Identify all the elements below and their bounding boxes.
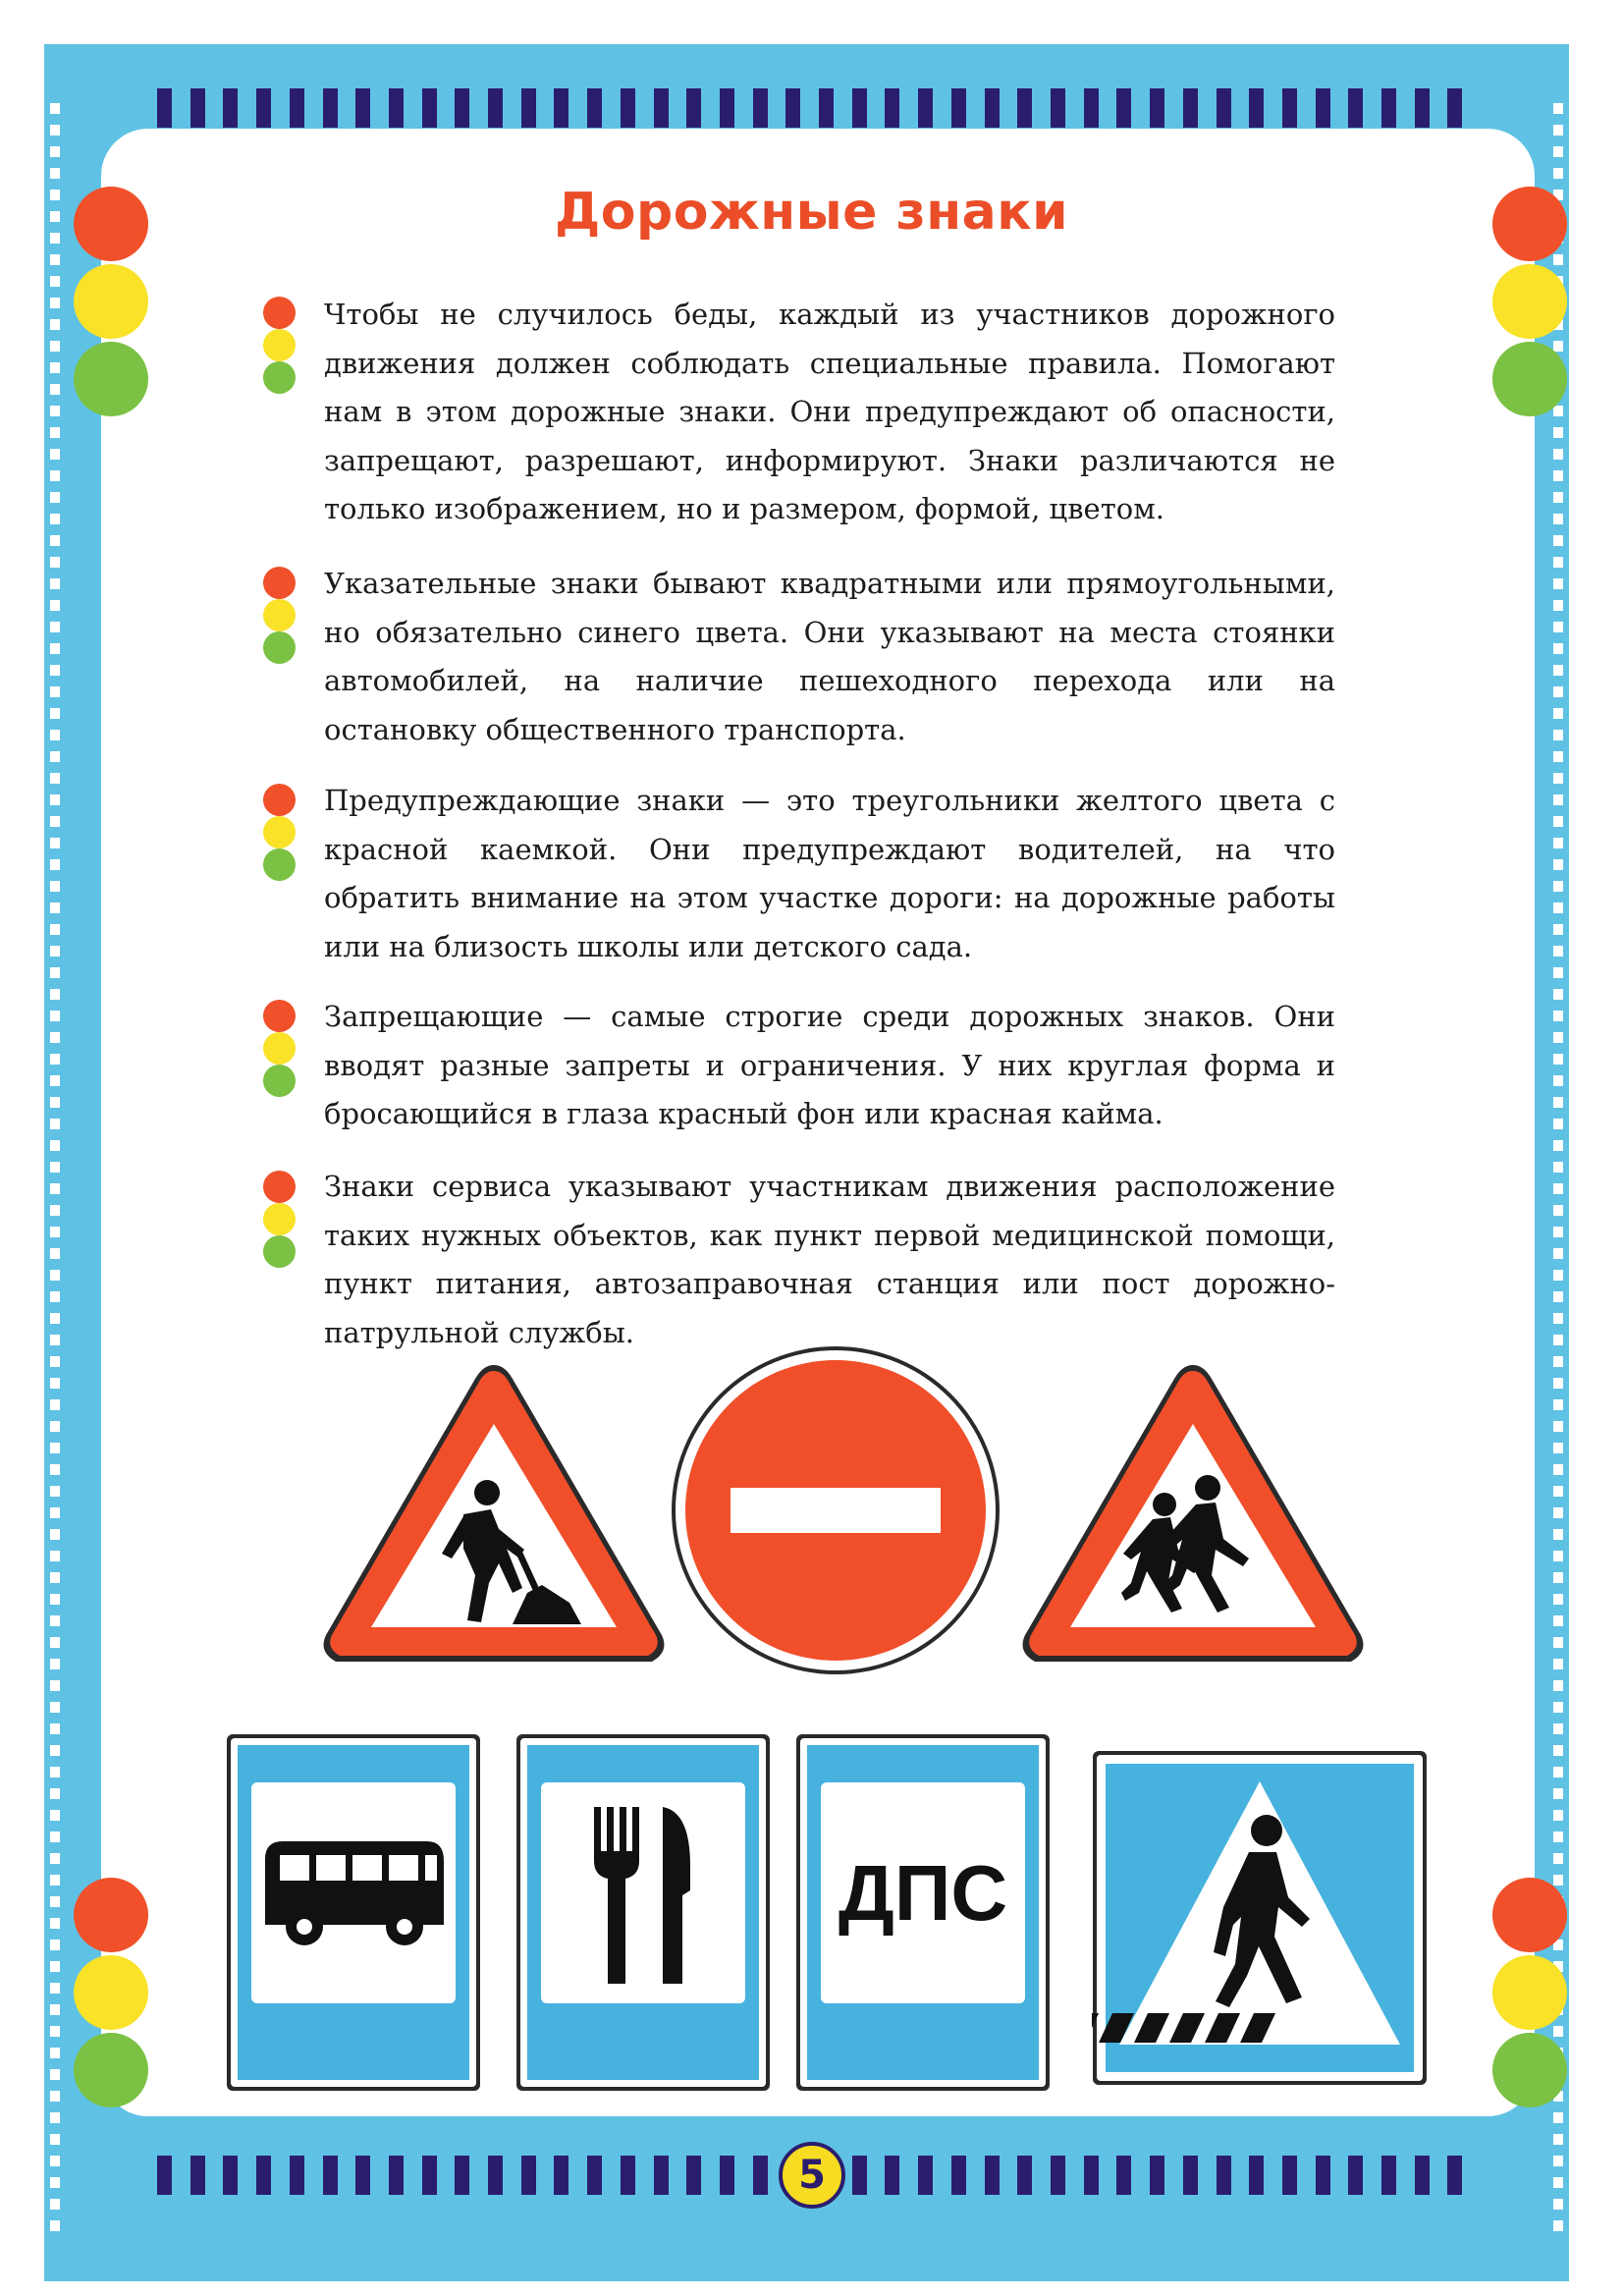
edge-mark bbox=[50, 1918, 60, 1929]
dash-mark bbox=[554, 2156, 568, 2195]
edge-mark bbox=[1553, 427, 1563, 438]
dash-mark bbox=[1415, 88, 1430, 128]
edge-mark bbox=[1553, 1594, 1563, 1605]
traffic-light-bullet bbox=[263, 297, 297, 394]
edge-mark bbox=[1553, 1227, 1563, 1237]
dash-mark bbox=[753, 88, 768, 128]
edge-mark bbox=[50, 2004, 60, 2015]
edge-mark bbox=[50, 276, 60, 287]
edge-mark bbox=[50, 1119, 60, 1129]
edge-mark bbox=[50, 578, 60, 589]
dash-mark bbox=[1249, 88, 1264, 128]
edge-mark bbox=[1553, 1551, 1563, 1561]
edge-mark bbox=[1553, 103, 1563, 114]
edge-mark bbox=[1553, 773, 1563, 784]
edge-mark bbox=[1553, 946, 1563, 957]
edge-mark bbox=[1553, 2134, 1563, 2145]
edge-mark bbox=[1553, 686, 1563, 697]
edge-mark bbox=[1553, 1853, 1563, 1864]
dash-mark bbox=[256, 88, 271, 128]
dash-mark bbox=[918, 2156, 933, 2195]
traffic-light-bullet bbox=[263, 1171, 297, 1268]
dash-mark bbox=[785, 88, 800, 128]
edge-mark bbox=[50, 665, 60, 676]
edge-mark bbox=[50, 470, 60, 481]
dash-mark bbox=[355, 88, 370, 128]
dash-mark bbox=[223, 2156, 238, 2195]
edge-mark bbox=[1553, 1270, 1563, 1281]
edge-mark bbox=[1553, 1335, 1563, 1345]
dash-mark bbox=[488, 88, 503, 128]
dash-mark bbox=[290, 2156, 304, 2195]
edge-mark bbox=[1553, 535, 1563, 546]
edge-mark bbox=[1553, 1810, 1563, 1821]
dash-mark bbox=[256, 2156, 271, 2195]
edge-mark bbox=[1553, 168, 1563, 179]
traffic-light-bottom-left bbox=[74, 1878, 168, 2110]
edge-mark bbox=[1553, 2112, 1563, 2123]
dash-mark bbox=[1316, 88, 1330, 128]
edge-mark bbox=[50, 2220, 60, 2231]
edge-mark bbox=[50, 1054, 60, 1065]
edge-mark bbox=[50, 600, 60, 611]
edge-mark bbox=[50, 1680, 60, 1691]
paragraph-intro: Чтобы не случилось беды, каждый из участников дорожного движения должен соблюдать специальные правила. Помогают нам в этом дорожные знаки. Они предупреждают об опасности, запрещают, разрешают, информируют. Знаки различаются не только изображением, но и размером, формой, цветом. bbox=[324, 298, 1335, 525]
edge-mark bbox=[50, 989, 60, 1000]
dash-mark bbox=[1217, 2156, 1231, 2195]
dash-mark bbox=[1116, 2156, 1131, 2195]
page-title: Дорожные знаки bbox=[554, 183, 1068, 242]
paragraph-information-signs: Указательные знаки бывают квадратными или прямоугольными, но обязательно синего цвета. Они указывают на места стоянки автомобилей, на наличие пешеходного перехода или на остановку общественного транспорта. bbox=[324, 567, 1335, 746]
edge-mark bbox=[50, 643, 60, 654]
pedestrian-crossing-sign bbox=[1092, 1750, 1428, 2086]
dash-mark bbox=[654, 88, 669, 128]
edge-mark bbox=[50, 773, 60, 784]
edge-mark bbox=[50, 1551, 60, 1561]
edge-mark bbox=[1553, 1205, 1563, 1216]
dash-mark bbox=[157, 88, 172, 128]
edge-mark bbox=[1553, 2199, 1563, 2210]
dash-mark bbox=[587, 88, 602, 128]
edge-mark bbox=[50, 1248, 60, 1259]
dash-mark bbox=[323, 2156, 338, 2195]
edge-mark bbox=[50, 1486, 60, 1497]
edge-mark bbox=[1553, 1486, 1563, 1497]
edge-mark bbox=[50, 708, 60, 719]
dash-mark bbox=[554, 88, 568, 128]
edge-mark bbox=[50, 1723, 60, 1734]
dash-mark bbox=[1051, 88, 1065, 128]
dash-mark bbox=[1282, 2156, 1297, 2195]
left-edge-pattern bbox=[44, 44, 64, 2281]
no-entry-sign bbox=[670, 1344, 1001, 1676]
dash-mark bbox=[290, 88, 304, 128]
edge-mark bbox=[50, 535, 60, 546]
dash-mark bbox=[521, 2156, 536, 2195]
page-number: 5 bbox=[779, 2142, 845, 2209]
traffic-light-bullet bbox=[263, 567, 297, 664]
edge-mark bbox=[1553, 1032, 1563, 1043]
dash-mark bbox=[190, 88, 205, 128]
edge-mark bbox=[50, 1227, 60, 1237]
traffic-light-bullet bbox=[263, 1000, 297, 1097]
edge-mark bbox=[1553, 2156, 1563, 2166]
dash-mark bbox=[455, 88, 469, 128]
edge-mark bbox=[50, 125, 60, 136]
edge-mark bbox=[50, 1183, 60, 1194]
edge-mark bbox=[50, 1702, 60, 1713]
edge-mark bbox=[50, 946, 60, 957]
dash-mark bbox=[422, 88, 437, 128]
edge-mark bbox=[1553, 1011, 1563, 1021]
edge-mark bbox=[1553, 578, 1563, 589]
edge-mark bbox=[50, 319, 60, 330]
edge-mark bbox=[1553, 2220, 1563, 2231]
edge-mark bbox=[1553, 1767, 1563, 1777]
dash-mark bbox=[1447, 2156, 1462, 2195]
dash-mark bbox=[1084, 88, 1099, 128]
edge-mark bbox=[50, 1875, 60, 1886]
edge-mark bbox=[1553, 1572, 1563, 1583]
edge-mark bbox=[50, 1767, 60, 1777]
dash-mark bbox=[985, 88, 1000, 128]
traffic-light-bottom-right bbox=[1492, 1878, 1587, 2110]
edge-mark bbox=[1553, 1378, 1563, 1389]
edge-mark bbox=[1553, 1529, 1563, 1540]
edge-mark bbox=[50, 103, 60, 114]
dash-mark bbox=[1447, 88, 1462, 128]
edge-mark bbox=[1553, 1313, 1563, 1324]
no-entry-icon bbox=[730, 1488, 941, 1533]
edge-mark bbox=[50, 427, 60, 438]
dash-mark bbox=[521, 88, 536, 128]
edge-mark bbox=[50, 1831, 60, 1842]
edge-mark bbox=[50, 1788, 60, 1799]
dash-mark bbox=[885, 88, 899, 128]
edge-mark bbox=[50, 254, 60, 265]
dash-mark bbox=[1017, 2156, 1032, 2195]
edge-mark bbox=[50, 557, 60, 568]
edge-mark bbox=[50, 1464, 60, 1475]
edge-mark bbox=[1553, 1615, 1563, 1626]
edge-mark bbox=[50, 2048, 60, 2058]
children-crossing-sign bbox=[1015, 1357, 1371, 1669]
edge-mark bbox=[50, 146, 60, 157]
edge-mark bbox=[50, 2134, 60, 2145]
edge-mark bbox=[1553, 600, 1563, 611]
dash-mark bbox=[1150, 88, 1164, 128]
traffic-light-bullet bbox=[263, 784, 297, 881]
edge-mark bbox=[1553, 1054, 1563, 1065]
edge-mark bbox=[50, 1940, 60, 1950]
edge-mark bbox=[50, 622, 60, 632]
edge-mark bbox=[50, 1097, 60, 1108]
road-works-sign bbox=[316, 1357, 672, 1669]
edge-mark bbox=[50, 1983, 60, 1994]
edge-mark bbox=[50, 384, 60, 395]
edge-mark bbox=[1553, 1291, 1563, 1302]
bus-stop-sign bbox=[226, 1733, 481, 2092]
edge-mark bbox=[1553, 1140, 1563, 1151]
edge-mark bbox=[1553, 125, 1563, 136]
dash-mark bbox=[686, 88, 701, 128]
dash-mark bbox=[720, 88, 734, 128]
edge-mark bbox=[50, 1529, 60, 1540]
dash-mark bbox=[422, 2156, 437, 2195]
edge-mark bbox=[50, 1853, 60, 1864]
edge-mark bbox=[50, 1032, 60, 1043]
edge-mark bbox=[1553, 1097, 1563, 1108]
edge-mark bbox=[50, 1745, 60, 1756]
edge-mark bbox=[50, 168, 60, 179]
edge-mark bbox=[50, 2177, 60, 2188]
dash-mark bbox=[686, 2156, 701, 2195]
edge-mark bbox=[1553, 989, 1563, 1000]
edge-mark bbox=[1553, 1831, 1563, 1842]
edge-mark bbox=[1553, 794, 1563, 805]
dash-mark bbox=[455, 2156, 469, 2195]
dash-mark bbox=[1183, 88, 1198, 128]
edge-mark bbox=[1553, 622, 1563, 632]
dash-mark bbox=[157, 2156, 172, 2195]
edge-mark bbox=[1553, 751, 1563, 762]
edge-mark bbox=[50, 924, 60, 935]
edge-mark bbox=[1553, 1248, 1563, 1259]
edge-mark bbox=[50, 1443, 60, 1453]
edge-mark bbox=[50, 1205, 60, 1216]
dash-mark bbox=[951, 88, 966, 128]
dps-label: ДПС bbox=[838, 1849, 1008, 1937]
edge-mark bbox=[1553, 816, 1563, 827]
dash-mark bbox=[389, 2156, 404, 2195]
dash-mark bbox=[621, 88, 635, 128]
edge-mark bbox=[50, 751, 60, 762]
edge-mark bbox=[1553, 1443, 1563, 1453]
edge-mark bbox=[1553, 1421, 1563, 1432]
edge-mark bbox=[50, 1810, 60, 1821]
dash-mark bbox=[1348, 88, 1363, 128]
edge-mark bbox=[50, 1270, 60, 1281]
dash-mark bbox=[951, 2156, 966, 2195]
edge-mark bbox=[50, 1421, 60, 1432]
edge-mark bbox=[1553, 902, 1563, 913]
edge-mark bbox=[1553, 708, 1563, 719]
edge-mark bbox=[1553, 1788, 1563, 1799]
edge-mark bbox=[1553, 730, 1563, 740]
dash-mark bbox=[918, 88, 933, 128]
edge-mark bbox=[50, 1507, 60, 1518]
edge-mark bbox=[50, 1378, 60, 1389]
edge-mark bbox=[50, 816, 60, 827]
dps-post-sign bbox=[795, 1733, 1051, 2092]
edge-mark bbox=[1553, 1745, 1563, 1756]
edge-mark bbox=[50, 2069, 60, 2080]
dash-mark bbox=[1348, 2156, 1363, 2195]
dash-mark bbox=[1183, 2156, 1198, 2195]
dash-mark bbox=[1217, 88, 1231, 128]
edge-mark bbox=[50, 2112, 60, 2123]
edge-mark bbox=[1553, 881, 1563, 892]
edge-mark bbox=[50, 2199, 60, 2210]
edge-mark bbox=[50, 406, 60, 416]
edge-mark bbox=[50, 794, 60, 805]
dash-mark bbox=[1316, 2156, 1330, 2195]
edge-mark bbox=[50, 1961, 60, 1972]
edge-mark bbox=[50, 1291, 60, 1302]
dash-mark bbox=[654, 2156, 669, 2195]
edge-mark bbox=[50, 362, 60, 373]
edge-mark bbox=[1553, 146, 1563, 157]
edge-mark bbox=[50, 1572, 60, 1583]
edge-mark bbox=[1553, 557, 1563, 568]
dash-mark bbox=[985, 2156, 1000, 2195]
edge-mark bbox=[50, 1399, 60, 1410]
edge-mark bbox=[1553, 1399, 1563, 1410]
dash-mark bbox=[1381, 88, 1396, 128]
dash-mark bbox=[488, 2156, 503, 2195]
dash-mark bbox=[1017, 88, 1032, 128]
edge-mark bbox=[50, 1011, 60, 1021]
edge-mark bbox=[1553, 859, 1563, 870]
edge-mark bbox=[50, 492, 60, 503]
edge-mark bbox=[1553, 1702, 1563, 1713]
edge-mark bbox=[1553, 470, 1563, 481]
edge-mark bbox=[50, 838, 60, 848]
edge-mark bbox=[50, 1313, 60, 1324]
dash-mark bbox=[190, 2156, 205, 2195]
food-point-sign bbox=[515, 1733, 771, 2092]
edge-mark bbox=[50, 1594, 60, 1605]
edge-mark bbox=[1553, 1659, 1563, 1669]
edge-mark bbox=[50, 1615, 60, 1626]
edge-mark bbox=[50, 1162, 60, 1173]
edge-mark bbox=[50, 1075, 60, 1086]
edge-mark bbox=[1553, 838, 1563, 848]
dash-mark bbox=[1084, 2156, 1099, 2195]
edge-mark bbox=[1553, 1356, 1563, 1367]
edge-mark bbox=[50, 1637, 60, 1648]
dash-mark bbox=[1116, 88, 1131, 128]
edge-mark bbox=[1553, 1637, 1563, 1648]
edge-mark bbox=[1553, 1464, 1563, 1475]
edge-mark bbox=[50, 902, 60, 913]
edge-mark bbox=[50, 730, 60, 740]
edge-mark bbox=[50, 1335, 60, 1345]
dash-mark bbox=[1415, 2156, 1430, 2195]
edge-mark bbox=[50, 449, 60, 460]
edge-mark bbox=[50, 1659, 60, 1669]
dash-mark bbox=[852, 88, 867, 128]
edge-mark bbox=[1553, 1507, 1563, 1518]
dash-mark bbox=[885, 2156, 899, 2195]
paragraph-prohibition-signs: Запрещающие — самые строгие среди дорожных знаков. Они вводят разные запреты и ограничения. У них круглая форма и бросающийся в глаза красный фон или красная кайма. bbox=[324, 1000, 1335, 1130]
edge-mark bbox=[50, 2156, 60, 2166]
dash-mark bbox=[1051, 2156, 1065, 2195]
edge-mark bbox=[1553, 449, 1563, 460]
dash-mark bbox=[389, 88, 404, 128]
edge-mark bbox=[1553, 514, 1563, 524]
edge-mark bbox=[1553, 665, 1563, 676]
dash-mark bbox=[852, 2156, 867, 2195]
edge-mark bbox=[1553, 967, 1563, 978]
edge-mark bbox=[1553, 2177, 1563, 2188]
dash-mark bbox=[1282, 88, 1297, 128]
edge-mark bbox=[50, 967, 60, 978]
dash-mark bbox=[753, 2156, 768, 2195]
edge-mark bbox=[1553, 924, 1563, 935]
edge-mark bbox=[50, 1896, 60, 1907]
edge-mark bbox=[1553, 1075, 1563, 1086]
edge-mark bbox=[50, 881, 60, 892]
dash-mark bbox=[223, 88, 238, 128]
dash-mark bbox=[819, 88, 834, 128]
edge-mark bbox=[1553, 1183, 1563, 1194]
dash-mark bbox=[1150, 2156, 1164, 2195]
edge-mark bbox=[50, 2091, 60, 2102]
edge-mark bbox=[50, 686, 60, 697]
edge-mark bbox=[50, 1356, 60, 1367]
dash-mark bbox=[1381, 2156, 1396, 2195]
dash-mark bbox=[720, 2156, 734, 2195]
dash-mark bbox=[323, 88, 338, 128]
edge-mark bbox=[1553, 1680, 1563, 1691]
edge-mark bbox=[50, 298, 60, 308]
edge-mark bbox=[1553, 1723, 1563, 1734]
paragraph-warning-signs: Предупреждающие знаки — это треугольники желтого цвета с красной каемкой. Они предупреждают водителей, на что обратить внимание на этом участке дороги: на дорожные работы или на близость школы или детского сада. bbox=[324, 784, 1335, 963]
dash-mark bbox=[1249, 2156, 1264, 2195]
edge-mark bbox=[50, 859, 60, 870]
edge-mark bbox=[50, 2026, 60, 2037]
top-dash-border bbox=[157, 88, 1463, 128]
dash-mark bbox=[355, 2156, 370, 2195]
edge-mark bbox=[1553, 492, 1563, 503]
dash-mark bbox=[621, 2156, 635, 2195]
dash-mark bbox=[587, 2156, 602, 2195]
edge-mark bbox=[1553, 643, 1563, 654]
paragraph-service-signs: Знаки сервиса указывают участникам движения расположение таких нужных объектов, как пункт первой медицинской помощи, пункт питания, автозаправочная станция или пост дорожно-патрульной службы. bbox=[324, 1170, 1335, 1349]
edge-mark bbox=[1553, 1162, 1563, 1173]
edge-mark bbox=[50, 514, 60, 524]
edge-mark bbox=[50, 1140, 60, 1151]
edge-mark bbox=[50, 341, 60, 352]
edge-mark bbox=[1553, 1119, 1563, 1129]
